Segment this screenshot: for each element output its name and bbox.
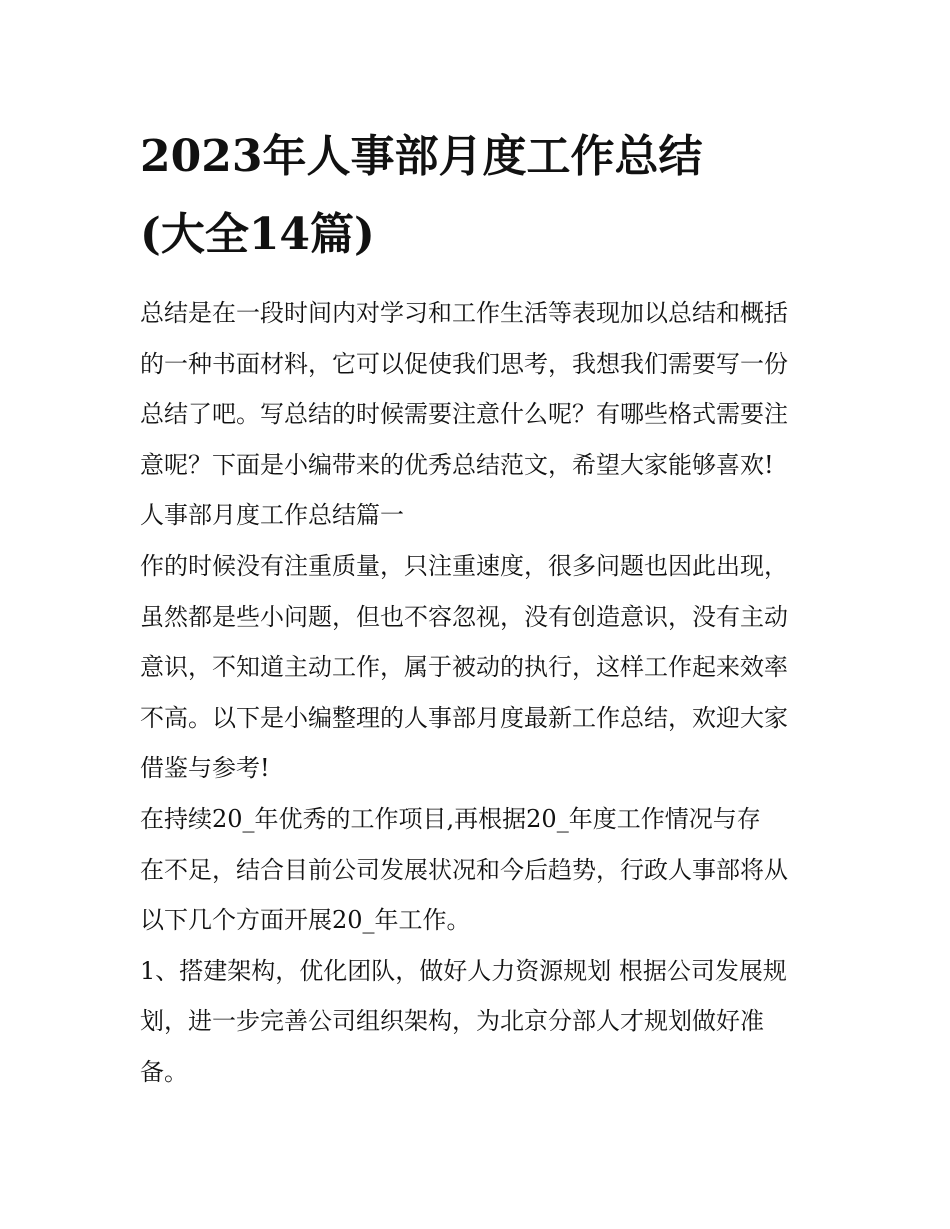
text-line: 总结是在一段时间内对学习和工作生活等表现加以总结和概括 [140,299,788,327]
body-paragraph [140,794,820,946]
text-line: 不高。以下是小编整理的人事部月度最新工作总结，欢迎大家 [140,703,788,732]
body-paragraph [140,946,820,1098]
text-line: 人事部月度工作总结篇一 [140,501,404,530]
text-line: 划，进一步完善公司组织架构，为北京分部人才规划做好准 [140,1007,764,1036]
text-line: 备。 [140,1057,188,1086]
section-heading [140,490,820,541]
text-line: 作的时候没有注重质量，只注重速度，很多问题也因此出现， [140,551,788,580]
text-line: 总结了吧。写总结的时候需要注意什么呢？有哪些格式需要注 [140,400,788,429]
text-line: 在持续20_年优秀的工作项目,再根据20_年度工作情况与存 [140,804,761,833]
text-line: 虽然都是些小问题，但也不容忽视，没有创造意识，没有主动 [140,602,788,631]
title-line-1: 2023年人事部月度工作总结 [140,131,703,182]
title-line-2: (大全14篇) [140,209,375,260]
text-line: 借鉴与参考! [140,754,270,783]
document-body [140,288,820,1098]
text-line: 在不足，结合目前公司发展状况和今后趋势，行政人事部将从 [140,855,788,884]
intro-paragraph [140,288,820,490]
document-page [140,118,820,1098]
text-line: 1、搭建架构，优化团队，做好人力资源规划 根据公司发展规 [140,956,787,985]
body-paragraph [140,541,820,794]
text-line: 的一种书面材料，它可以促使我们思考，我想我们需要写一份 [140,349,788,378]
text-line: 意识，不知道主动工作，属于被动的执行，这样工作起来效率 [140,653,788,682]
text-line: 意呢？下面是小编带来的优秀总结范文，希望大家能够喜欢! [140,450,774,479]
document-title [140,118,820,274]
text-line: 以下几个方面开展20_年工作。 [140,906,471,935]
